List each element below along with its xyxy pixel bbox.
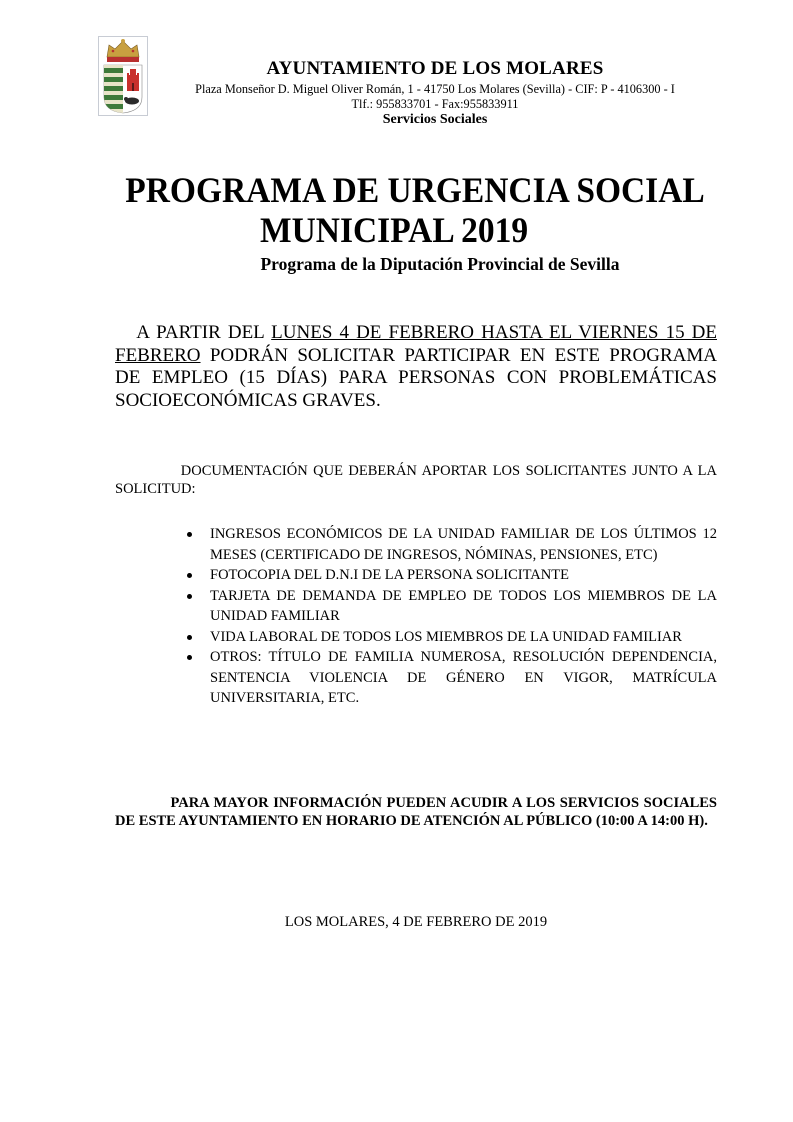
- list-item: [185, 647, 717, 709]
- bullet-icon: [187, 635, 192, 640]
- header-phone: Tlf.: 955833701 - Fax:955833911: [351, 97, 519, 111]
- bullet-icon: [187, 594, 192, 599]
- footer-date: LOS MOLARES, 4 DE FEBRERO DE 2019: [284, 914, 548, 930]
- page-subtitle: Programa de la Diputación Provincial de Sevilla: [260, 254, 620, 274]
- bullet-icon: [187, 532, 192, 537]
- list-item-text: VIDA LABORAL DE TODOS LOS MIEMBROS DE LA UNIDAD FAMILIAR: [210, 628, 682, 645]
- intro-dates: LUNES 4 DE FEBRERO HASTA EL VIERNES 15 DE FEBRERO: [115, 322, 717, 366]
- page-title-line2: MUNICIPAL 2019: [259, 210, 529, 250]
- documentation-heading: [115, 462, 717, 498]
- list-item: [185, 627, 717, 648]
- info-text: PARA MAYOR INFORMACIÓN PUEDEN ACUDIR A LOS SERVICIOS SOCIALES DE ESTE AYUNTAMIENTO EN HORARIO DE ATENCIÓN AL PÚBLICO (10:00 A 14:00 H).: [115, 795, 717, 829]
- header-address: Plaza Monseñor D. Miguel Oliver Román, 1 - 41750 Los Molares (Sevilla) - CIF: P - 4106300 - I: [195, 82, 675, 96]
- intro-suffix: PODRÁN SOLICITAR PARTICIPAR EN ESTE PROGRAMA DE EMPLEO (15 DÍAS) PARA PERSONAS CON PROBLEMÁTICAS SOCIOECONÓMICAS GRAVES.: [115, 344, 717, 411]
- list-item-text: TARJETA DE DEMANDA DE EMPLEO DE TODOS LOS MIEMBROS DE LA UNIDAD FAMILIAR: [210, 587, 717, 624]
- bullet-icon: [187, 573, 192, 578]
- info-paragraph: [115, 795, 717, 830]
- list-item-text: OTROS: TÍTULO DE FAMILIA NUMEROSA, RESOLUCIÓN DEPENDENCIA, SENTENCIA VIOLENCIA DE GÉNERO EN VIGOR, MATRÍCULA UNIVERSITARIA, ETC.: [210, 649, 717, 706]
- page-title: [122, 170, 708, 250]
- intro-paragraph: [115, 322, 717, 412]
- header-department: Servicios Sociales: [382, 112, 488, 127]
- documentation-heading-text: DOCUMENTACIÓN QUE DEBERÁN APORTAR LOS SOLICITANTES JUNTO A LA SOLICITUD:: [115, 463, 718, 497]
- header-title: AYUNTAMIENTO DE LOS MOLARES: [266, 58, 604, 79]
- list-item: [185, 586, 717, 627]
- list-item: [185, 565, 717, 586]
- list-item-text: INGRESOS ECONÓMICOS DE LA UNIDAD FAMILIAR DE LOS ÚLTIMOS 12 MESES (CERTIFICADO DE INGRESOS, NÓMINAS, PENSIONES, ETC): [210, 526, 717, 563]
- list-item-text: FOTOCOPIA DEL D.N.I DE LA PERSONA SOLICITANTE: [210, 567, 569, 583]
- intro-prefix: A PARTIR DEL: [136, 322, 272, 343]
- list-item: [185, 524, 717, 565]
- bullet-icon: [187, 655, 192, 660]
- documentation-list: [185, 524, 717, 709]
- page-title-line1: PROGRAMA DE URGENCIA SOCIAL: [125, 170, 705, 210]
